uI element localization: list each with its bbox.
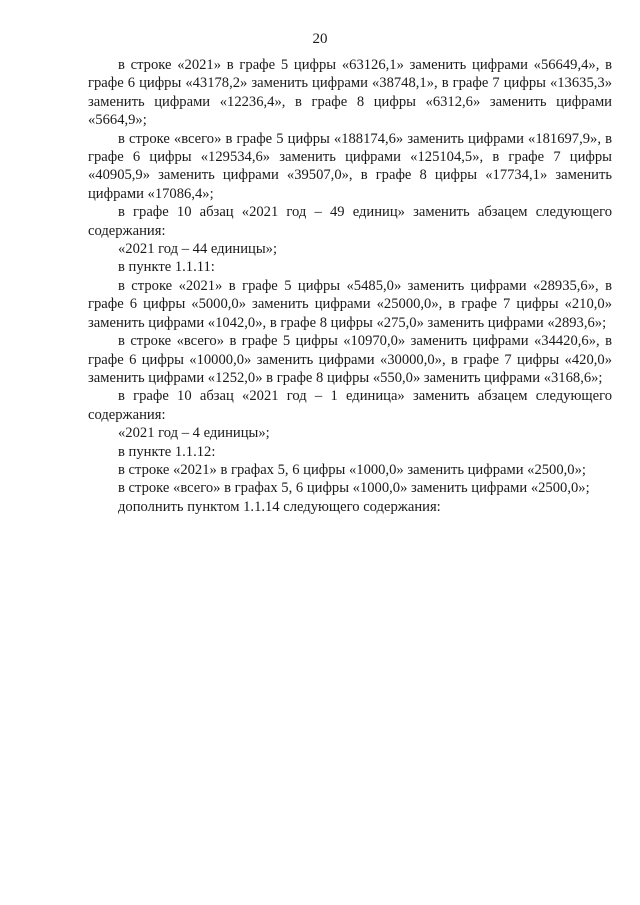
paragraph-row-total-item-1-1-10: в строке «всего» в графе 5 цифры «188174,6» заменить цифрами «181697,9», в графе 6 цифры «129534,6» заменить цифрами «125104,5», в графе 7 цифры «40905,9» заменить цифрами «39507,0», в графе 8 цифры «17734,1» заменить цифрами «17086,4»; [88, 130, 612, 202]
document-body [88, 56, 612, 516]
paragraph-item-1-1-11: в пункте 1.1.11: [118, 259, 215, 276]
paragraph-row-2021-item-1-1-10: в строке «2021» в графе 5 цифры «63126,1» заменить цифрами «56649,4», в графе 6 цифры «43178,2» заменить цифрами «38748,1», в графе 7 цифры «13635,3» заменить цифрами «12236,4», в графе 8 цифры «6312,6» заменить цифрами «5664,9»; [88, 57, 612, 129]
paragraph-column-10-replace: в графе 10 абзац «2021 год – 49 единиц» заменить абзацем следующего содержания: [88, 204, 612, 239]
paragraph-row-total-item-1-1-12: в строке «всего» в графах 5, 6 цифры «1000,0» заменить цифрами «2500,0»; [118, 480, 590, 497]
paragraph-new-text-44: «2021 год – 44 единицы»; [118, 241, 277, 258]
page-number: 20 [312, 31, 328, 47]
paragraph-row-2021-item-1-1-11: в строке «2021» в графе 5 цифры «5485,0» заменить цифрами «28935,6», в графе 6 цифры «5000,0» заменить цифрами «25000,0», в графе 7 цифры «210,0» заменить цифрами «1042,0», в графе 8 цифры «275,0» заменить цифрами «2893,6»; [88, 277, 612, 331]
paragraph-column-10-replace-2: в графе 10 абзац «2021 год – 1 единица» заменить абзацем следующего содержания: [88, 388, 612, 423]
paragraph-item-1-1-12: в пункте 1.1.12: [118, 443, 216, 460]
paragraph-row-2021-item-1-1-12: в строке «2021» в графах 5, 6 цифры «1000,0» заменить цифрами «2500,0»; [118, 461, 586, 478]
paragraph-row-total-item-1-1-11: в строке «всего» в графе 5 цифры «10970,0» заменить цифрами «34420,6», в графе 6 цифры «10000,0» заменить цифрами «30000,0», в графе 7 цифры «420,0» заменить цифрами «1252,0» в графе 8 цифры «550,0» заменить цифрами «3168,6»; [88, 333, 612, 386]
paragraph-new-text-4: «2021 год – 4 единицы»; [118, 425, 270, 442]
paragraph-add-item-1-1-14: дополнить пунктом 1.1.14 следующего содержания: [118, 498, 441, 515]
